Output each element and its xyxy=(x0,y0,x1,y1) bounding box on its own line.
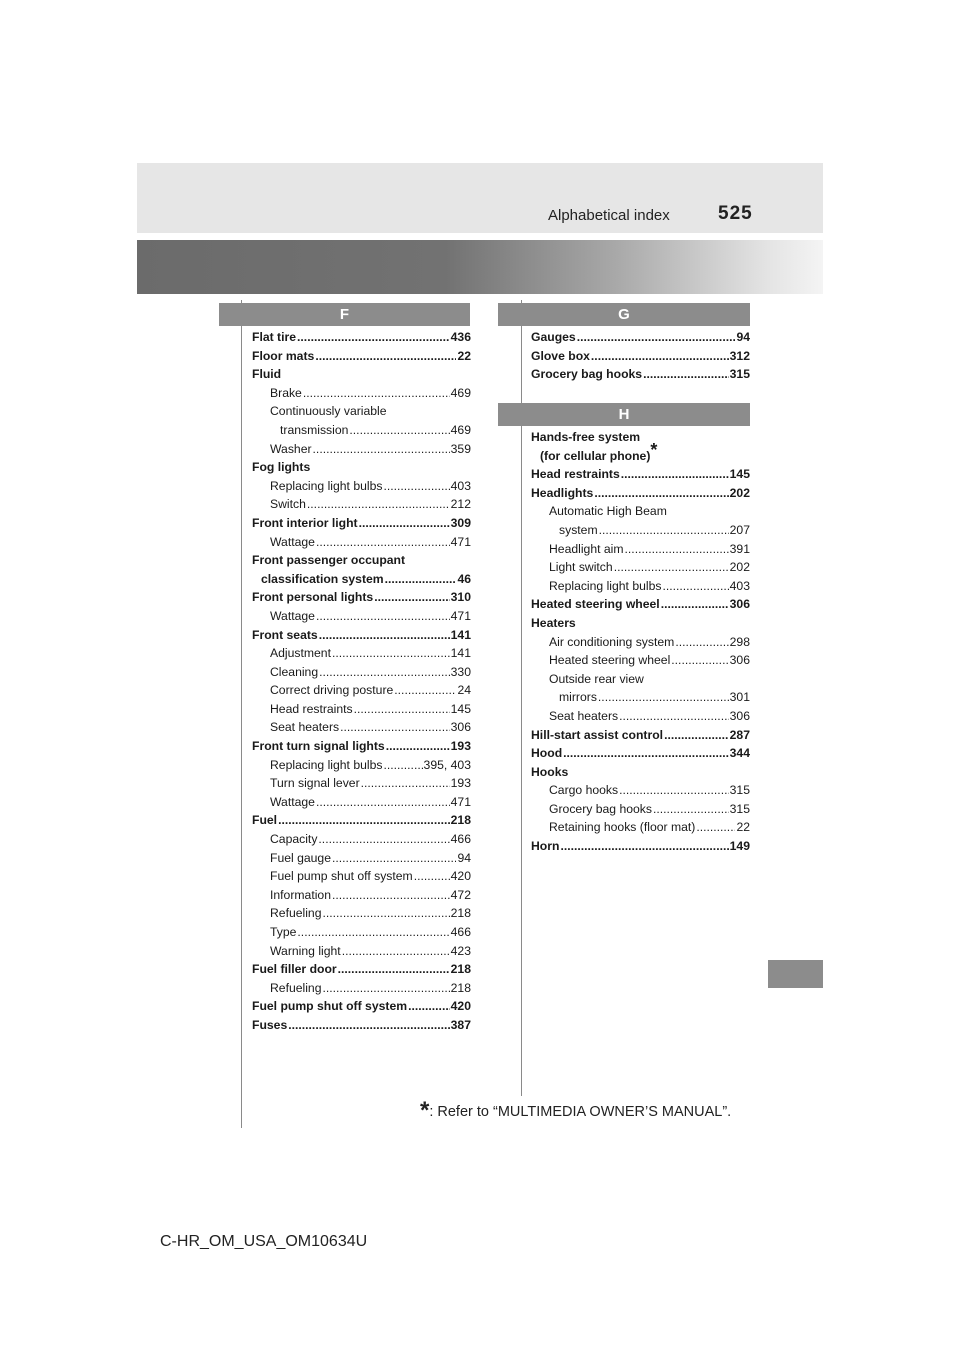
leader-dots xyxy=(621,465,729,484)
index-entry-page: 207 xyxy=(729,522,750,537)
index-entry xyxy=(252,718,471,737)
index-entry xyxy=(531,540,750,559)
index-entry-page: 466 xyxy=(450,832,471,847)
index-entry xyxy=(531,428,750,447)
index-entry-label: Front turn signal lights xyxy=(252,739,385,754)
index-entry-page: 94 xyxy=(457,850,471,865)
leader-dots xyxy=(340,718,450,737)
index-entry-label: Front personal lights xyxy=(252,590,374,605)
letter-header-g: G xyxy=(498,303,750,326)
index-entry xyxy=(252,923,471,942)
index-entry-page: 391 xyxy=(729,541,750,556)
index-entry-label: Seat heaters xyxy=(549,708,619,723)
index-entry-page: 423 xyxy=(450,943,471,958)
index-entry xyxy=(252,811,471,830)
page-number: 525 xyxy=(718,203,753,224)
index-entry xyxy=(252,495,471,514)
index-entry-label: Refueling xyxy=(270,980,322,995)
index-entry-label: Turn signal lever xyxy=(270,776,360,791)
index-entry-page: 193 xyxy=(450,776,471,791)
index-entry xyxy=(252,663,471,682)
index-entry xyxy=(252,347,471,366)
leader-dots xyxy=(414,867,450,886)
index-entry-page: 218 xyxy=(450,813,471,828)
index-entry-label: Air conditioning system xyxy=(549,634,675,649)
index-entry-page: 315 xyxy=(729,367,750,382)
leader-dots xyxy=(359,514,450,533)
index-entry-label: Fog lights xyxy=(252,460,311,475)
index-entry-page: 312 xyxy=(729,348,750,363)
leader-dots xyxy=(332,644,450,663)
index-entry-label: Seat heaters xyxy=(270,720,340,735)
index-entry-label: Front seats xyxy=(252,627,318,642)
index-entry-page: 212 xyxy=(450,497,471,512)
index-entry-label: Replacing light bulbs xyxy=(270,478,383,493)
leader-dots xyxy=(319,663,450,682)
leader-dots xyxy=(338,960,450,979)
chapter-side-tab xyxy=(768,960,823,988)
index-entry-label: Automatic High Beam xyxy=(549,504,667,519)
index-entry xyxy=(252,756,471,775)
index-entry-page: 315 xyxy=(729,801,750,816)
index-entry-label: Front passenger occupant xyxy=(252,553,406,568)
leader-dots xyxy=(614,558,729,577)
index-entry-label: Hands-free system xyxy=(531,430,641,444)
index-entry-label: Switch xyxy=(270,497,306,512)
index-entry-label: Cleaning xyxy=(270,664,319,679)
leader-dots xyxy=(591,347,729,366)
footnote xyxy=(420,1095,731,1123)
index-entry xyxy=(252,942,471,961)
leader-dots xyxy=(386,737,450,756)
index-list-h xyxy=(531,428,750,856)
index-entry-page: 420 xyxy=(450,999,471,1014)
index-entry-label: Fluid xyxy=(252,367,282,382)
index-entry-label: Fuel filler door xyxy=(252,962,337,977)
index-entry xyxy=(252,607,471,626)
index-entry xyxy=(252,867,471,886)
footnote-asterisk: * xyxy=(420,1097,430,1124)
index-entry-label: Wattage xyxy=(270,534,315,549)
leader-dots xyxy=(394,681,456,700)
document-code: C-HR_OM_USA_OM10634U xyxy=(160,1233,368,1250)
index-entry xyxy=(531,577,750,596)
index-entry-page: 141 xyxy=(450,627,471,642)
index-entry-label: (for cellular phone) xyxy=(540,448,651,463)
index-entry-label: Replacing light bulbs xyxy=(549,578,662,593)
index-entry xyxy=(531,800,750,819)
leader-dots xyxy=(374,588,449,607)
index-entry-page: 306 xyxy=(729,708,750,723)
index-entry-label: Light switch xyxy=(549,560,613,575)
index-entry xyxy=(252,849,471,868)
index-entry-label: Grocery bag hooks xyxy=(531,367,643,382)
index-entry-page: 359 xyxy=(450,441,471,456)
leader-dots xyxy=(316,607,450,626)
letter-header-f: F xyxy=(219,303,470,326)
index-entry xyxy=(252,960,471,979)
section-title: Alphabetical index xyxy=(548,207,670,224)
leader-dots xyxy=(662,577,728,596)
index-entry xyxy=(252,793,471,812)
index-entry xyxy=(252,514,471,533)
leader-dots xyxy=(316,533,450,552)
leader-dots xyxy=(643,365,729,384)
index-entry-page: 202 xyxy=(729,560,750,575)
index-entry-page: 330 xyxy=(450,664,471,679)
footnote-text: : Refer to “MULTIMEDIA OWNER’S MANUAL”. xyxy=(429,1104,732,1120)
letter-header-h: H xyxy=(498,403,750,426)
index-entry-page: 218 xyxy=(450,906,471,921)
index-entry-label: Refueling xyxy=(270,906,322,921)
index-entry-label: Warning light xyxy=(270,943,341,958)
leader-dots xyxy=(675,633,728,652)
index-entry-label: Capacity xyxy=(270,832,318,847)
index-entry-page: 436 xyxy=(450,330,471,344)
index-entry xyxy=(531,744,750,763)
index-entry-label: Retaining hooks (floor mat) xyxy=(549,820,696,835)
index-entry-label: Continuously variable xyxy=(270,404,387,419)
leader-dots xyxy=(349,421,449,440)
leader-dots xyxy=(297,328,450,347)
leader-dots xyxy=(332,849,456,868)
header-gradient-band xyxy=(137,240,823,294)
index-entry-page: 315 xyxy=(729,783,750,798)
leader-dots xyxy=(563,744,729,763)
index-entry-label: Washer xyxy=(270,441,312,456)
leader-dots xyxy=(313,440,450,459)
index-entry-label: Glove box xyxy=(531,348,590,363)
index-entry xyxy=(531,502,750,521)
index-entry-page: 387 xyxy=(450,1017,471,1032)
leader-dots xyxy=(560,837,728,856)
leader-dots xyxy=(383,477,449,496)
index-entry-label: Front interior light xyxy=(252,515,358,530)
leader-dots xyxy=(303,384,450,403)
index-entry-label: Floor mats xyxy=(252,348,315,363)
leader-dots xyxy=(323,904,450,923)
leader-dots xyxy=(315,347,456,366)
index-entry-label: mirrors xyxy=(559,690,597,705)
index-entry xyxy=(531,521,750,540)
index-entry xyxy=(531,670,750,689)
index-list-f xyxy=(252,328,471,1035)
index-entry-label: Grocery bag hooks xyxy=(549,801,652,816)
index-entry-label: Fuses xyxy=(252,1017,288,1032)
leader-dots xyxy=(696,818,735,837)
leader-dots xyxy=(619,707,729,726)
leader-dots xyxy=(599,521,729,540)
index-entry-label: Fuel pump shut off system xyxy=(252,999,408,1014)
leader-dots xyxy=(354,700,450,719)
index-entry-page: 469 xyxy=(450,385,471,400)
index-entry xyxy=(531,651,750,670)
leader-dots xyxy=(653,800,729,819)
index-entry-page: 466 xyxy=(450,925,471,939)
index-entry-label: Flat tire xyxy=(252,330,297,344)
index-entry xyxy=(531,439,750,466)
leader-dots xyxy=(671,651,728,670)
index-entry-page: 141 xyxy=(450,646,471,661)
index-entry xyxy=(252,886,471,905)
index-entry-page: 145 xyxy=(450,701,471,716)
index-entry-page: 22 xyxy=(457,348,471,363)
index-entry-label: Cargo hooks xyxy=(549,783,619,798)
index-entry xyxy=(531,688,750,707)
leader-dots xyxy=(297,923,449,942)
index-entry xyxy=(252,440,471,459)
index-entry xyxy=(531,465,750,484)
index-entry xyxy=(252,365,471,384)
index-entry-label: Information xyxy=(270,887,331,902)
index-entry-page: 471 xyxy=(450,534,471,549)
index-entry xyxy=(252,551,471,570)
leader-dots xyxy=(361,774,450,793)
index-entry-page: 310 xyxy=(450,590,471,605)
index-entry xyxy=(252,477,471,496)
index-entry-label: Head restraints xyxy=(531,467,620,482)
index-entry-label: Fuel gauge xyxy=(270,850,331,865)
leader-dots xyxy=(383,756,422,775)
leader-dots xyxy=(288,1016,449,1035)
leader-dots xyxy=(319,626,450,645)
index-entry xyxy=(252,997,471,1016)
index-entry-label: Heated steering wheel xyxy=(531,597,660,612)
index-entry xyxy=(252,533,471,552)
index-entry xyxy=(531,633,750,652)
leader-dots xyxy=(332,886,450,905)
index-entry-label: Fuel pump shut off system xyxy=(270,869,413,884)
index-entry xyxy=(531,347,750,366)
index-entry-page: 145 xyxy=(729,467,750,482)
index-entry-page: 472 xyxy=(450,887,471,902)
leader-dots xyxy=(625,540,729,559)
index-entry-label: transmission xyxy=(280,422,349,437)
index-entry-label: Heaters xyxy=(531,615,576,630)
index-entry-page: 420 xyxy=(450,869,471,884)
index-entry xyxy=(531,484,750,503)
index-entry xyxy=(531,707,750,726)
index-entry xyxy=(531,781,750,800)
index-entry-label: Heated steering wheel xyxy=(549,653,671,668)
index-entry xyxy=(252,328,471,347)
index-entry xyxy=(252,644,471,663)
leader-dots xyxy=(278,811,450,830)
index-entry xyxy=(252,737,471,756)
index-entry-page: 309 xyxy=(450,515,471,530)
index-entry xyxy=(531,595,750,614)
index-entry-label: Adjustment xyxy=(270,646,331,661)
index-entry-page: 395, 403 xyxy=(423,757,471,772)
index-entry-label: Outside rear view xyxy=(549,671,644,686)
index-entry-label: Hooks xyxy=(531,764,569,779)
index-entry-page: 469 xyxy=(450,422,471,437)
index-entry-page: 471 xyxy=(450,794,471,809)
index-entry-page: 306 xyxy=(729,653,750,668)
index-entry xyxy=(252,979,471,998)
index-entry-label: Headlight aim xyxy=(549,541,624,556)
index-entry xyxy=(252,384,471,403)
index-entry-page: 22 xyxy=(736,820,750,835)
index-entry-page: 344 xyxy=(729,746,750,761)
footnote-marker: * xyxy=(650,439,658,460)
index-entry xyxy=(531,763,750,782)
index-entry-label: Hill-start assist control xyxy=(531,727,664,742)
index-entry-label: Wattage xyxy=(270,608,315,623)
index-list-g xyxy=(531,328,750,384)
leader-dots xyxy=(342,942,450,961)
index-entry xyxy=(252,774,471,793)
index-entry-page: 94 xyxy=(736,330,750,344)
index-entry-page: 301 xyxy=(729,690,750,705)
index-entry-label: Correct driving posture xyxy=(270,683,394,698)
leader-dots xyxy=(664,726,729,745)
index-entry-page: 306 xyxy=(729,597,750,612)
index-entry-page: 403 xyxy=(450,478,471,493)
index-entry-page: 287 xyxy=(729,727,750,742)
index-entry-page: 149 xyxy=(729,839,750,854)
index-entry xyxy=(252,626,471,645)
index-entry-label: Fuel xyxy=(252,813,278,828)
leader-dots xyxy=(323,979,450,998)
leader-dots xyxy=(594,484,728,503)
leader-dots xyxy=(316,793,450,812)
index-entry-label: Wattage xyxy=(270,794,315,809)
index-entry-page: 471 xyxy=(450,608,471,623)
index-entry xyxy=(252,681,471,700)
index-entry-page: 218 xyxy=(450,980,471,995)
index-entry-page: 193 xyxy=(450,739,471,754)
index-entry xyxy=(252,402,471,421)
index-entry xyxy=(531,818,750,837)
leader-dots xyxy=(598,688,729,707)
leader-dots xyxy=(661,595,729,614)
index-entry-label: Brake xyxy=(270,385,302,400)
index-entry xyxy=(531,837,750,856)
index-entry-page: 298 xyxy=(729,634,750,649)
index-entry-label: Hood xyxy=(531,746,563,761)
index-entry xyxy=(252,421,471,440)
index-entry xyxy=(252,700,471,719)
index-entry-label: Gauges xyxy=(531,330,576,344)
index-entry xyxy=(252,904,471,923)
index-entry-page: 202 xyxy=(729,485,750,500)
index-entry xyxy=(252,458,471,477)
index-entry-label: classification system xyxy=(261,571,384,586)
index-entry xyxy=(252,1016,471,1035)
index-entry-label: Type xyxy=(270,925,297,939)
leader-dots xyxy=(385,570,457,589)
leader-dots xyxy=(577,328,736,347)
index-entry xyxy=(531,558,750,577)
index-entry-page: 403 xyxy=(729,578,750,593)
index-entry-page: 46 xyxy=(457,571,471,586)
leader-dots xyxy=(619,781,729,800)
left-column-rule xyxy=(241,300,242,1128)
leader-dots xyxy=(318,830,449,849)
index-entry xyxy=(531,614,750,633)
index-entry-label: Headlights xyxy=(531,485,594,500)
index-entry-label: Replacing light bulbs xyxy=(270,757,383,772)
index-entry-label: system xyxy=(559,522,598,537)
leader-dots xyxy=(408,997,450,1016)
index-entry xyxy=(252,588,471,607)
index-entry xyxy=(531,726,750,745)
index-entry-page: 306 xyxy=(450,720,471,735)
index-entry-page: 24 xyxy=(457,683,471,698)
index-entry xyxy=(252,570,471,589)
index-entry xyxy=(252,830,471,849)
index-entry-label: Horn xyxy=(531,839,560,854)
index-entry xyxy=(531,328,750,347)
index-entry-label: Head restraints xyxy=(270,701,353,716)
leader-dots xyxy=(307,495,450,514)
index-entry-page: 218 xyxy=(450,962,471,977)
index-entry xyxy=(531,365,750,384)
